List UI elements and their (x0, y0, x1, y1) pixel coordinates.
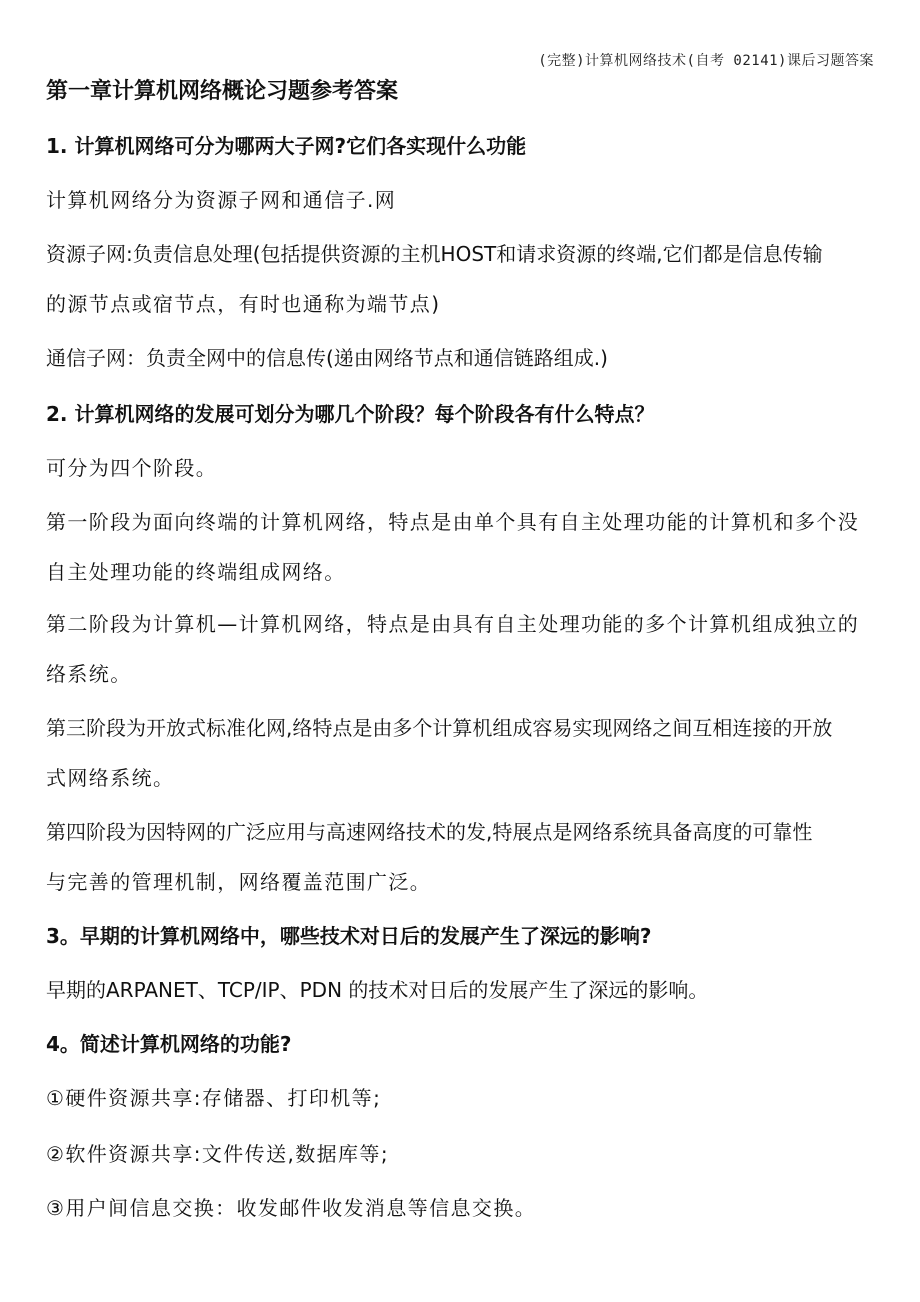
q4-item-information-exchange: ③用户间信息交换：收发邮件收发消息等信息交换。 (46, 1196, 537, 1220)
q2-stage1-line1: 第一阶段为面向终端的计算机网络，特点是由单个具有自主处理功能的计算机和多个没 (46, 510, 860, 534)
q1-answer-resource-subnet-line1: 资源子网:负责信息处理(包括提供资源的主机HOST和请求资源的终端,它们都是信息传输 (46, 242, 823, 266)
q2-answer-four-stages: 可分为四个阶段。 (46, 456, 218, 480)
running-header: (完整)计算机网络技术(自考 02141)课后习题答案 (538, 53, 874, 69)
q2-stage3-line1: 第三阶段为开放式标准化网,络特点是由多个计算机组成容易实现网络之间互相连接的开放 (46, 716, 833, 740)
q4-item-hardware-sharing: ①硬件资源共享:存储器、打印机等; (46, 1086, 382, 1110)
q2-stage2-line1: 第二阶段为计算机—计算机网络，特点是由具有自主处理功能的多个计算机组成独立的 (46, 612, 860, 636)
q2-stage1-line2: 自主处理功能的终端组成网络。 (46, 560, 346, 584)
q3-answer: 早期的ARPANET、TCP/IP、PDN 的技术对日后的发展产生了深远的影响。 (46, 978, 709, 1002)
q2-stage2-line2: 络系统。 (46, 662, 132, 686)
q2-stage4-line2: 与完善的管理机制，网络覆盖范围广泛。 (46, 870, 432, 894)
q4-item-software-sharing: ②软件资源共享:文件传送,数据库等; (46, 1142, 389, 1166)
question-4-heading: 4。简述计算机网络的功能? (46, 1032, 292, 1056)
question-3-heading: 3。早期的计算机网络中，哪些技术对日后的发展产生了深远的影响? (46, 924, 652, 948)
question-2-heading: 2. 计算机网络的发展可划分为哪几个阶段？每个阶段各有什么特点？ (46, 402, 655, 426)
q2-stage4-line1: 第四阶段为因特网的广泛应用与高速网络技术的发,特展点是网络系统具备高度的可靠性 (46, 820, 813, 844)
chapter-title: 第一章计算机网络概论习题参考答案 (46, 79, 399, 104)
q1-answer-communication-subnet: 通信子网：负责全网中的信息传(递由网络节点和通信链路组成.) (46, 346, 608, 370)
question-1-heading: 1. 计算机网络可分为哪两大子网?它们各实现什么功能 (46, 134, 527, 158)
q1-answer-resource-subnet-line2: 的源节点或宿节点，有时也通称为端节点) (46, 292, 441, 316)
q2-stage3-line2: 式网络系统。 (46, 766, 175, 790)
q1-answer-subnets: 计算机网络分为资源子网和通信子.网 (46, 188, 397, 212)
